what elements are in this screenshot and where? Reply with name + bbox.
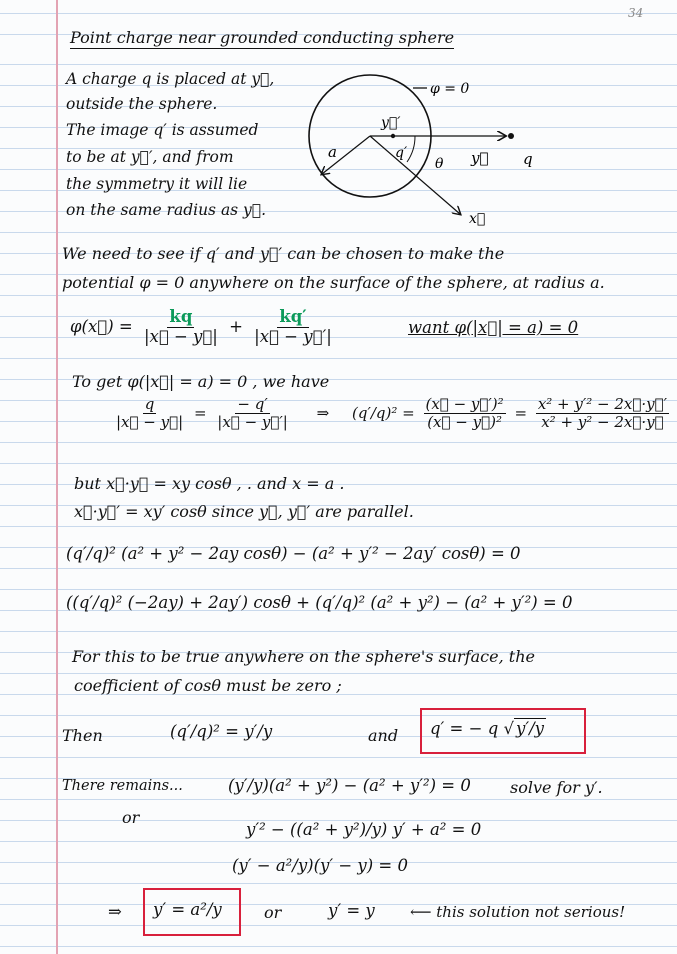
paragraph-line: We need to see if q′ and y⃗′ can be chosen to make the — [62, 244, 505, 263]
intro-line: on the same radius as y⃗. — [66, 201, 267, 219]
dot-product-line: but x⃗·y⃗ = xy cosθ , . and x = a . — [74, 474, 345, 493]
equals-sign: = — [514, 403, 528, 422]
ratio-den-4: x² + y² − 2x⃗·y⃗ — [541, 413, 664, 432]
y-prime-label: y⃗′ — [381, 115, 401, 131]
term2-numerator: kq′ — [279, 307, 307, 326]
ratio-den-1: |x⃗ − y⃗| — [116, 413, 184, 432]
y-vector-label: y⃗ — [471, 149, 489, 167]
ratio-num-1: q — [144, 395, 155, 413]
ratio-fraction-1 — [114, 396, 185, 432]
page-number: 34 — [628, 6, 644, 20]
phi-label: φ = 0 — [430, 81, 470, 97]
condition-line: coefficient of cosθ must be zero ; — [74, 676, 342, 695]
solution-note: ⟵ this solution not serious! — [410, 903, 626, 921]
term1-numerator: kq — [169, 307, 193, 326]
theta-arc — [407, 136, 415, 162]
ratio-fraction-4 — [536, 396, 669, 432]
and-label: and — [368, 726, 399, 745]
q-prime-result — [430, 718, 546, 738]
sphere-diagram — [295, 65, 565, 235]
intro-line: the symmetry it will lie — [66, 175, 248, 193]
paragraph-line: potential φ = 0 anywhere on the surface of the sphere, at radius a. — [62, 273, 605, 292]
term1-denominator: |x⃗ − y⃗| — [143, 326, 218, 346]
sqrt-argument: y′/y — [516, 719, 544, 738]
x-vector-arrow — [370, 136, 460, 214]
then-label: Then — [62, 726, 103, 745]
q-label: q — [523, 150, 533, 168]
quadratic-equation: y′² − ((a² + y²)/y) y′ + a² = 0 — [246, 820, 482, 839]
ratio-num-4: x² + y′² − 2x⃗·y⃗′ — [537, 395, 668, 413]
intro-line: outside the sphere. — [66, 95, 218, 113]
remaining-equation: (y′/y)(a² + y²) − (a² + y′²) = 0 — [228, 776, 471, 795]
intro-line: A charge q is placed at y⃗, — [66, 70, 275, 88]
term2-fraction — [252, 308, 334, 347]
phi-lhs: φ(x⃗) = — [70, 316, 133, 336]
solve-note: solve for y′. — [510, 778, 603, 797]
ratio-den-3: (x⃗ − y⃗)² — [427, 413, 502, 432]
term2-denominator: |x⃗ − y⃗′| — [254, 326, 332, 346]
dot-product-line: x⃗·y⃗′ = xy′ cosθ since y⃗, y⃗′ are parallel. — [74, 502, 414, 521]
equals-sign: = — [193, 403, 207, 422]
potential-equation — [70, 308, 338, 347]
image-charge-dot — [391, 134, 395, 138]
expanded-equation: (q′/q)² (a² + y² − 2ay cosθ) − (a² + y′² − 2ay′ cosθ) = 0 — [66, 544, 521, 563]
q-prime-label: q′ — [395, 145, 408, 161]
sqrt-symbol: √ — [503, 719, 515, 738]
page-title: Point charge near grounded conducting sphere — [70, 28, 455, 47]
remains-label: There remains... — [62, 778, 183, 794]
intro-line: The image q′ is assumed — [66, 121, 259, 139]
implies-arrow: ⇒ — [316, 403, 330, 422]
q-prime-lhs: q′ = − q — [430, 719, 499, 738]
radius-a-label: a — [328, 143, 337, 161]
ratio-fraction-2 — [215, 396, 290, 432]
ratio-equation — [110, 396, 673, 432]
ratio-result: (q′/q)² = y′/y — [170, 722, 273, 741]
ratio-fraction-3 — [424, 396, 506, 432]
intro-line: to be at y⃗′, and from — [66, 148, 234, 166]
or-label: or — [264, 903, 282, 922]
plus-sign: + — [229, 316, 243, 336]
ratio-num-3: (x⃗ − y⃗′)² — [425, 395, 504, 413]
or-label: or — [122, 808, 140, 827]
expanded-equation: ((q′/q)² (−2ay) + 2ay′) cosθ + (q′/q)² (a² + y²) − (a² + y′²) = 0 — [66, 593, 573, 612]
y-prime-result: y′ = a²/y — [153, 900, 222, 919]
x-vector-label: x⃗ — [469, 211, 486, 227]
ratio-squared-lhs: (q′/q)² = — [352, 403, 415, 422]
want-condition: want φ(|x⃗| = a) = 0 — [408, 318, 579, 337]
term1-fraction — [142, 308, 220, 347]
final-implies: ⇒ — [108, 902, 122, 921]
ratio-den-2: |x⃗ − y⃗′| — [217, 413, 288, 432]
get-line: To get φ(|x⃗| = a) = 0 , we have — [72, 372, 330, 391]
other-solution: y′ = y — [328, 901, 375, 920]
theta-label: θ — [435, 156, 444, 172]
charge-q-dot — [508, 133, 514, 139]
factored-equation: (y′ − a²/y)(y′ − y) = 0 — [232, 856, 408, 875]
margin-line — [56, 0, 58, 954]
condition-line: For this to be true anywhere on the sphere's surface, the — [72, 647, 535, 666]
ratio-num-2: − q′ — [237, 395, 268, 413]
